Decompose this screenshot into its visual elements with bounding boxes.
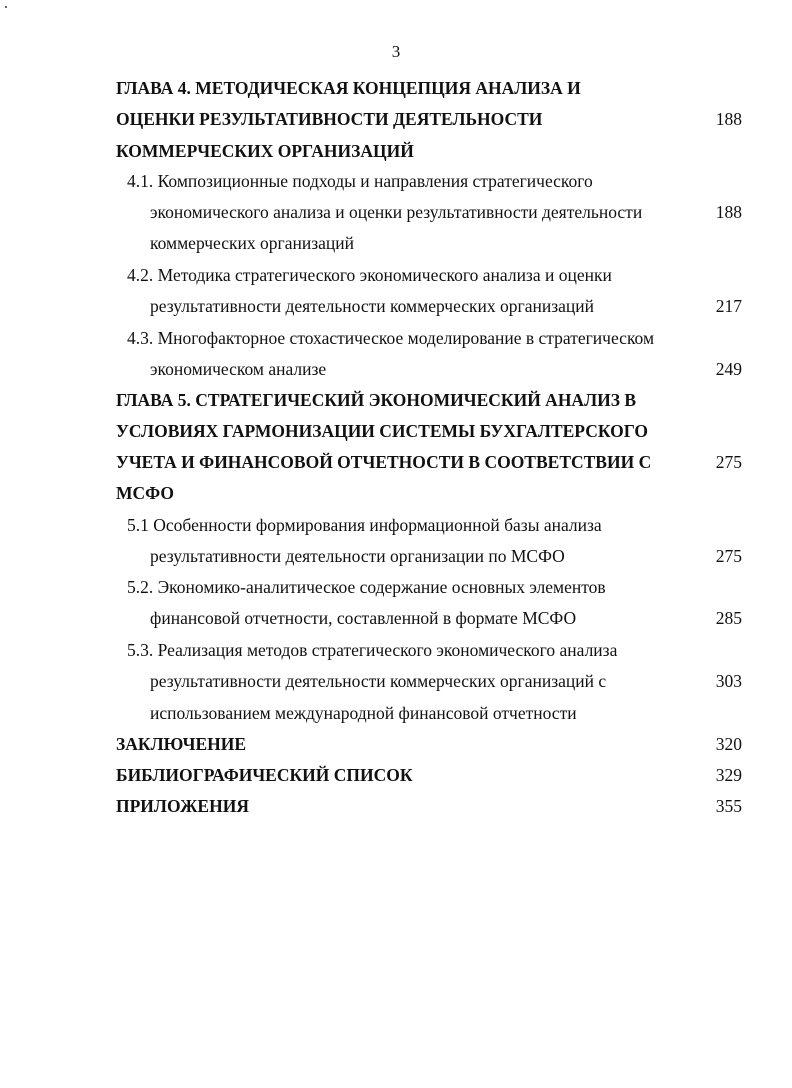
toc-conclusion-title: ЗАКЛЮЧЕНИЕ (116, 734, 247, 754)
toc-section-5-2-page: 285 (715, 608, 742, 628)
toc-section-5-1-line-1: 5.1 Особенности формирования информационной базы анализа (127, 515, 602, 535)
toc-section-4-3-line-1: 4.3. Многофакторное стохастическое моделирование в стратегическом (127, 328, 655, 348)
toc-section-5-1-page: 275 (715, 546, 742, 566)
toc-section-4-2-page: 217 (715, 296, 742, 316)
toc-appendices-title: ПРИЛОЖЕНИЯ (116, 796, 249, 816)
toc-section-4-1-page: 188 (715, 202, 742, 222)
toc-bibliography-title: БИБЛИОГРАФИЧЕСКИЙ СПИСОК (116, 765, 413, 785)
toc-section-4-3-line-2: экономическом анализе (150, 359, 327, 379)
toc-chapter-4-line-2: ОЦЕНКИ РЕЗУЛЬТАТИВНОСТИ ДЕЯТЕЛЬНОСТИ (116, 109, 543, 129)
toc-section-4-1-line-1: 4.1. Композиционные подходы и направления стратегического (127, 171, 593, 191)
toc-chapter-4-page: 188 (715, 109, 742, 129)
toc-appendices-page: 355 (715, 796, 742, 816)
toc-chapter-5-line-2: УСЛОВИЯХ ГАРМОНИЗАЦИИ СИСТЕМЫ БУХГАЛТЕРСКОГО (116, 421, 649, 441)
toc-chapter-5-page: 275 (715, 452, 742, 472)
toc-chapter-5-line-3: УЧЕТА И ФИНАНСОВОЙ ОТЧЕТНОСТИ В СООТВЕТСТВИИ С (116, 452, 652, 472)
toc-chapter-4-line-1: ГЛАВА 4. МЕТОДИЧЕСКАЯ КОНЦЕПЦИЯ АНАЛИЗА И (116, 78, 581, 98)
toc-conclusion-page: 320 (715, 734, 742, 754)
toc-section-5-3-page: 303 (715, 671, 742, 691)
toc-section-4-3-page: 249 (715, 359, 742, 379)
toc-section-5-3-line-1: 5.3. Реализация методов стратегического экономического анализа (127, 640, 618, 660)
toc-section-5-3-line-2: результативности деятельности коммерческих организаций с (150, 671, 607, 691)
toc-section-5-2-line-1: 5.2. Экономико-аналитическое содержание основных элементов (127, 577, 606, 597)
toc-section-5-3-line-3: использованием международной финансовой отчетности (150, 703, 577, 723)
page-number: 3 (391, 42, 401, 61)
toc-chapter-5-line-1: ГЛАВА 5. СТРАТЕГИЧЕСКИЙ ЭКОНОМИЧЕСКИЙ АНАЛИЗ В (116, 390, 637, 410)
toc-bibliography-page: 329 (715, 765, 742, 785)
toc-section-4-2-line-2: результативности деятельности коммерческих организаций (150, 296, 594, 316)
toc-section-5-2-line-2: финансовой отчетности, составленной в формате МСФО (150, 608, 577, 628)
scan-speck (5, 6, 7, 8)
toc-section-4-2-line-1: 4.2. Методика стратегического экономического анализа и оценки (127, 265, 612, 285)
toc-section-5-1-line-2: результативности деятельности организации по МСФО (150, 546, 565, 566)
toc-section-4-1-line-2: экономического анализа и оценки результативности деятельности (150, 202, 643, 222)
table-of-contents (0, 74, 792, 1074)
toc-section-4-1-line-3: коммерческих организаций (150, 233, 354, 253)
toc-chapter-5-line-4: МСФО (116, 483, 175, 503)
toc-chapter-4-line-3: КОММЕРЧЕСКИХ ОРГАНИЗАЦИЙ (116, 141, 414, 161)
